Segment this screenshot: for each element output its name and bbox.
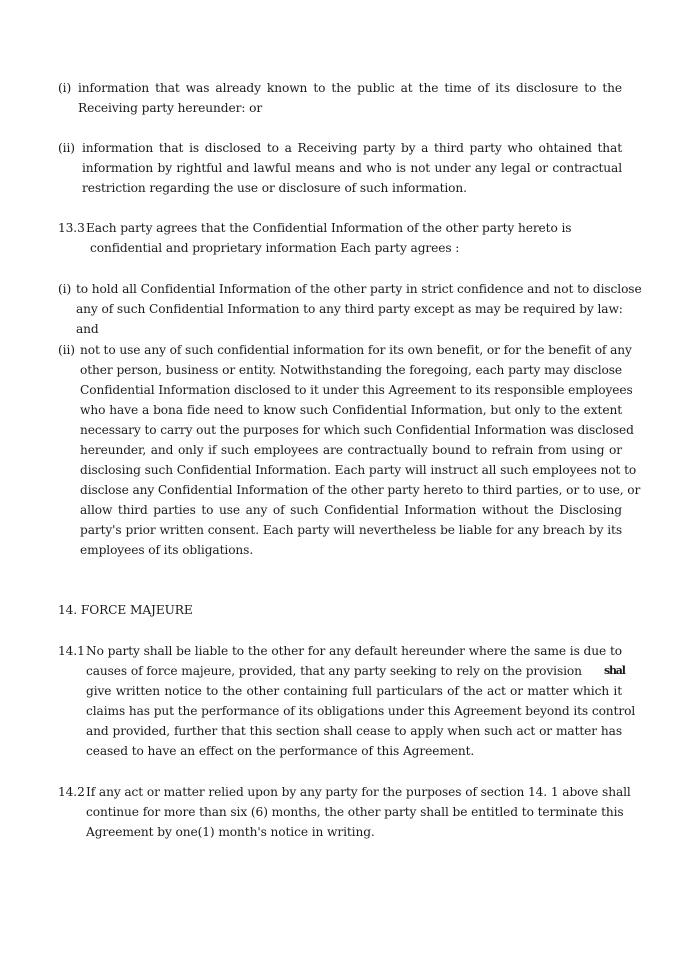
item-line: and — [76, 322, 99, 336]
item-line: necessary to carry out the purposes for which such Confidential Information was disclosed — [80, 423, 634, 437]
clause-line: No party shall be liable to the other for any default hereunder where the same is due to — [86, 644, 622, 658]
item-line: Receiving party hereunder: or — [78, 101, 263, 115]
clause-inline-word: shal — [604, 664, 625, 677]
item-line: hereunder, and only if such employees are contractually bound to refrain from using or — [80, 443, 622, 457]
clause-number: 14.2 — [58, 785, 85, 799]
item-line: information that was already known to the public at the time of its disclosure to the — [78, 81, 622, 95]
clause-line: Agreement by one(1) month's notice in writing. — [86, 825, 375, 839]
item-line: Confidential Information disclosed to it under this Agreement to its responsible employees — [80, 383, 633, 397]
item-line: who have a bona fide need to know such Confidential Information, but only to the extent — [80, 403, 622, 417]
item-line: information by rightful and lawful means and who is not under any legal or contractual — [82, 161, 622, 175]
clause-line: give written notice to the other containing full particulars of the act or matter which it — [86, 684, 622, 698]
clause-number: 14.1 — [58, 644, 85, 658]
item-line: to hold all Confidential Information of the other party in strict confidence and not to disclose — [76, 282, 642, 296]
item-line: party's prior written consent. Each party will nevertheless be liable for any breach by its — [80, 523, 622, 537]
item-line: any of such Confidential Information to any third party except as may be required by law: — [76, 302, 623, 316]
clause-number: 13.3 — [58, 221, 85, 235]
clause-line: claims has put the performance of its obligations under this Agreement beyond its control — [86, 704, 636, 718]
item-line: other person, business or entity. Notwithstanding the foregoing, each party may disclose — [80, 363, 622, 377]
clause-line: ceased to have an effect on the performance of this Agreement. — [86, 744, 475, 758]
clause-line: confidential and proprietary information Each party agrees : — [90, 241, 460, 255]
clause-line: causes of force majeure, provided, that any party seeking to rely on the provision — [86, 664, 582, 678]
clause-line: Each party agrees that the Confidential Information of the other party hereto is — [86, 221, 572, 235]
item-line: disclosing such Confidential Information. Each party will instruct all such employees not to — [80, 463, 637, 477]
item-marker: (ii) — [58, 141, 75, 155]
item-line: not to use any of such confidential information for its own benefit, or for the benefit of any — [80, 343, 632, 357]
clause-line: If any act or matter relied upon by any party for the purposes of section 14. 1 above shall — [86, 785, 631, 799]
item-line: allow third parties to use any of such Confidential Information without the Disclosing — [80, 503, 622, 517]
clause-line: and provided, further that this section shall cease to apply when such act or matter has — [86, 724, 622, 738]
item-line: disclose any Confidential Information of the other party hereto to third parties, or to use, or — [80, 483, 641, 497]
item-marker: (ii) — [58, 343, 75, 357]
item-marker: (i) — [58, 81, 72, 95]
item-marker: (i) — [58, 282, 72, 296]
section-heading: 14. FORCE MAJEURE — [58, 603, 193, 617]
item-line: restriction regarding the use or disclosure of such information. — [82, 181, 467, 195]
clause-line: continue for more than six (6) months, the other party shall be entitled to terminate this — [86, 805, 624, 819]
item-line: information that is disclosed to a Receiving party by a third party who ohtained that — [82, 141, 622, 155]
item-line: employees of its obligations. — [80, 543, 254, 557]
